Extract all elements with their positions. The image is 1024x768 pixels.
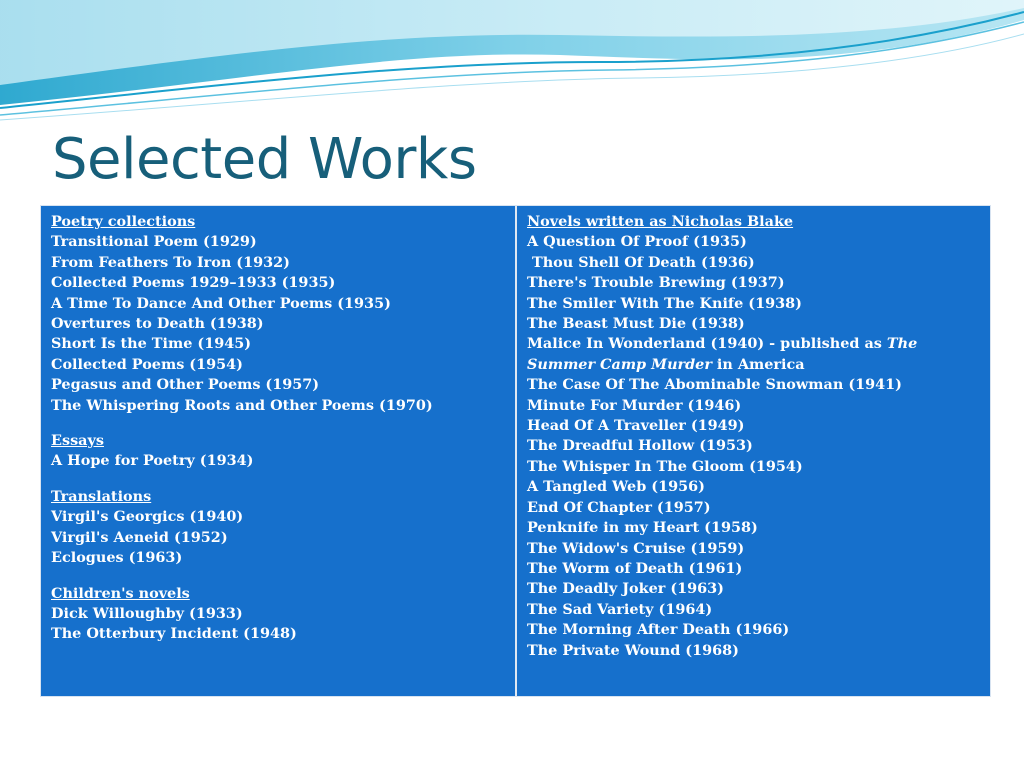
list-item: Virgil's Aeneid (1952) — [51, 528, 228, 546]
list-item: From Feathers To Iron (1932) — [51, 253, 290, 271]
list-item: Virgil's Georgics (1940) — [51, 508, 244, 526]
translations-section — [51, 487, 505, 569]
section-heading-essays: Essays — [51, 432, 104, 450]
list-item: End Of Chapter (1957) — [527, 498, 711, 516]
childrens-novels-section — [51, 584, 505, 645]
header-wave-decoration — [0, 0, 1024, 125]
list-item: Collected Poems (1954) — [51, 355, 243, 373]
list-item: The Otterbury Incident (1948) — [51, 625, 297, 643]
list-item: The Whispering Roots and Other Poems (1970) — [51, 396, 433, 414]
list-item: The Smiler With The Knife (1938) — [527, 294, 802, 312]
list-item: Penknife in my Heart (1958) — [527, 519, 758, 537]
list-item: The Whisper In The Gloom (1954) — [527, 457, 803, 475]
slide-title: Selected Works — [52, 127, 477, 192]
list-item: The Case Of The Abominable Snowman (1941) — [527, 376, 902, 394]
list-item: The Morning After Death (1966) — [527, 621, 790, 639]
section-heading-translations: Translations — [51, 487, 152, 505]
list-item: Overtures to Death (1938) — [51, 315, 264, 333]
list-item: A Time To Dance And Other Poems (1935) — [51, 294, 391, 312]
list-item: Thou Shell Of Death (1936) — [527, 253, 755, 271]
poetry-section — [51, 212, 505, 416]
list-item: Collected Poems 1929–1933 (1935) — [51, 274, 336, 292]
malice-prefix: Malice In Wonderland (1940) - published as — [527, 335, 887, 353]
list-item: Head Of A Traveller (1949) — [527, 417, 745, 435]
list-item: The Private Wound (1968) — [527, 641, 739, 659]
list-item: A Hope for Poetry (1934) — [51, 452, 254, 470]
list-item: A Tangled Web (1956) — [527, 478, 705, 496]
list-item: The Beast Must Die (1938) — [527, 315, 745, 333]
malice-suffix: in America — [711, 355, 805, 373]
list-item: The Dreadful Hollow (1953) — [527, 437, 753, 455]
list-item: Short Is the Time (1945) — [51, 335, 252, 353]
list-item: There's Trouble Brewing (1937) — [527, 274, 785, 292]
list-item: A Question Of Proof (1935) — [527, 233, 747, 251]
section-heading-nicholas-blake: Novels written as Nicholas Blake — [527, 213, 794, 230]
section-heading-childrens-novels: Children's novels — [51, 584, 190, 602]
list-item-malice — [527, 334, 980, 375]
essays-section — [51, 431, 505, 472]
list-item: The Widow's Cruise (1959) — [527, 539, 745, 557]
left-column — [41, 206, 517, 696]
list-item: Pegasus and Other Poems (1957) — [51, 376, 320, 394]
right-column — [517, 206, 990, 696]
works-table — [40, 205, 991, 697]
list-item: The Worm of Death (1961) — [527, 559, 743, 577]
list-item: Transitional Poem (1929) — [51, 233, 257, 251]
list-item: The Deadly Joker (1963) — [527, 580, 724, 598]
section-heading-poetry: Poetry collections — [51, 213, 196, 230]
list-item: The Sad Variety (1964) — [527, 600, 713, 618]
list-item: Minute For Murder (1946) — [527, 396, 742, 414]
malice-italic-title: The Summer Camp Murder — [527, 335, 918, 373]
list-item: Dick Willoughby (1933) — [51, 604, 243, 622]
list-item: Eclogues (1963) — [51, 549, 183, 567]
